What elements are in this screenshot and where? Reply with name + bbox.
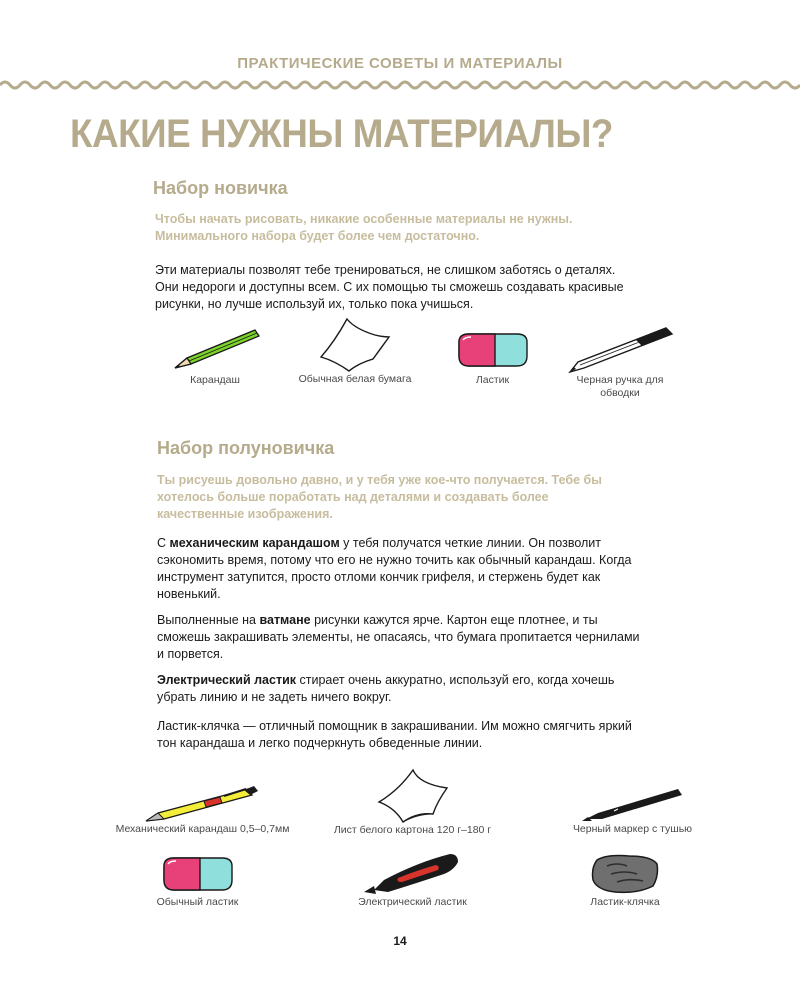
item-paper: [290, 315, 420, 386]
item-label: Лист белого картона 120 г–180 г: [333, 824, 492, 836]
item-mechanical-pencil: [105, 783, 300, 836]
item-label: Черная ручка для обводки: [576, 374, 664, 399]
section-header: ПРАКТИЧЕСКИЕ СОВЕТЫ И МАТЕРИАЛЫ: [237, 55, 563, 72]
eraser-icon: [156, 850, 240, 896]
cardboard-icon: [375, 768, 451, 824]
page-title: КАКИЕ НУЖНЫ МАТЕРИАЛЫ?: [70, 112, 613, 156]
item-electric-eraser: [345, 848, 480, 909]
decorative-wave-divider: [0, 78, 800, 92]
beginner-subtitle: Набор новичка: [153, 178, 288, 198]
item-ink-marker: [560, 783, 705, 836]
beginner-text: Эти материалы позволят тебе тренироваться, не слишком заботясь о деталях. Они недороги и доступны всем. С их помощью ты сможешь создавать красивые рисунки, но лучше используй их, только пока учишься.: [155, 263, 624, 311]
item-label: Черный маркер с тушью: [572, 823, 693, 835]
paragraph-whatman: Выполненные на ватмане рисунки кажутся ярче. Картон еще плотнее, и ты сможешь закрашивать элементы, не опасаясь, что бумага пропитается чернилами и порвется.: [157, 613, 640, 661]
eraser-icon: [451, 322, 535, 374]
item-label: Механический карандаш 0,5–0,7мм: [115, 823, 290, 835]
item-label: Ластик-клячка: [590, 896, 660, 908]
pen-icon: [560, 322, 680, 374]
item-regular-eraser: [150, 850, 245, 909]
item-label: Ластик: [475, 374, 510, 386]
kneaded-eraser-icon: [587, 850, 663, 896]
intermediate-subtitle: Набор полуновичка: [157, 438, 335, 458]
item-label: Обычная белая бумага: [298, 373, 412, 385]
item-pencil: [160, 322, 270, 387]
paragraph-mechanical-pencil: С механическим карандашом у тебя получатся четкие линии. Он позволит сэкономить время, потому что его не нужно точить как обычный карандаш. Когда инструмент затупится, просто отломи кончик грифеля, и стержень будет как новенький.: [157, 536, 632, 601]
item-label: Обычный ластик: [156, 896, 239, 908]
beginner-lead: Чтобы начать рисовать, никакие особенные материалы не нужны. Минимального набора будет более чем достаточно.: [155, 212, 573, 243]
pencil-icon: [165, 322, 265, 374]
item-eraser: [450, 322, 535, 387]
ink-marker-icon: [578, 783, 688, 823]
intermediate-lead: Ты рисуешь довольно давно, и у тебя уже кое-что получается. Тебе бы хотелось больше поработать над деталями и создавать более качественные изображения.: [157, 473, 602, 521]
paragraph-kneaded-eraser: Ластик-клячка — отличный помощник в закрашивании. Им можно смягчить яркий тон карандаша и легко подчеркнуть обведенные линии.: [157, 719, 632, 750]
item-label: Электрический ластик: [358, 896, 467, 908]
item-label: Карандаш: [190, 374, 240, 386]
item-pen: [560, 322, 680, 400]
item-cardboard: [320, 768, 505, 837]
mechanical-pencil-icon: [138, 783, 268, 823]
electric-eraser-icon: [358, 848, 468, 896]
item-kneaded-eraser: [575, 850, 675, 909]
paragraph-electric-eraser: Электрический ластик стирает очень аккуратно, используй его, когда хочешь убрать линию и не задеть ничего вокруг.: [157, 673, 615, 704]
page-number: 14: [393, 934, 407, 948]
paper-icon: [315, 315, 395, 373]
